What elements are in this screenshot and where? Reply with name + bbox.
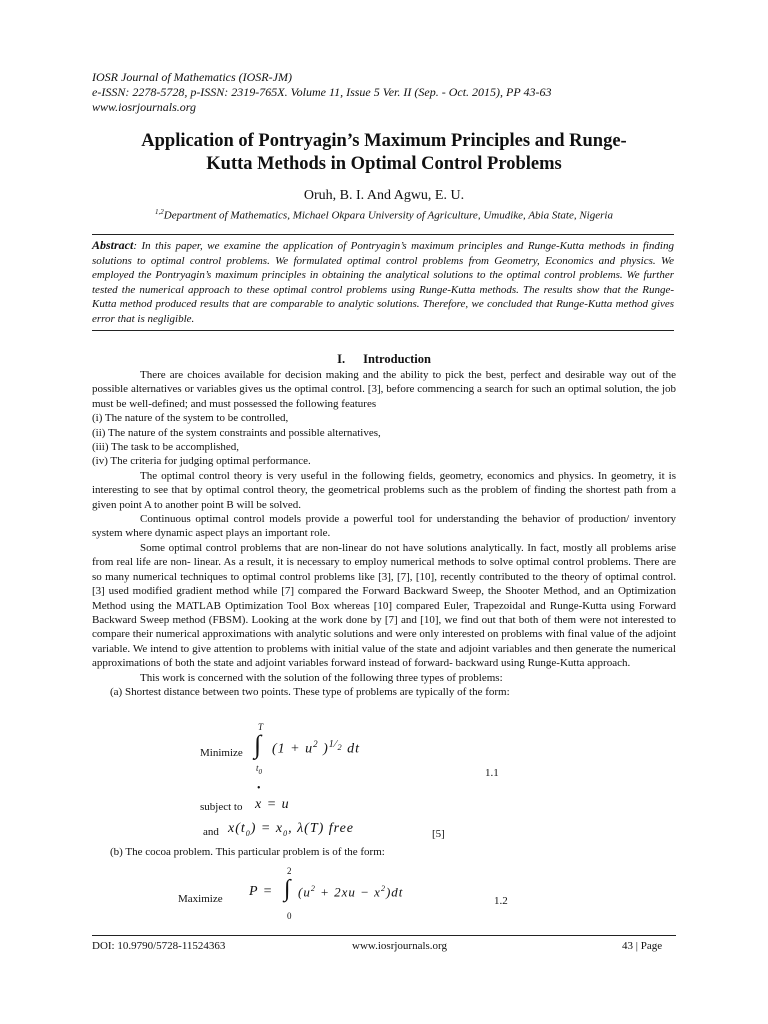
list-item: (ii) The nature of the system constraints and possible alternatives,: [92, 426, 381, 439]
section-heading: [92, 352, 676, 367]
problem-b-wrap: [92, 845, 676, 859]
journal-name: IOSR Journal of Mathematics (IOSR-JM): [92, 70, 292, 84]
affiliation: [92, 208, 676, 222]
journal-issn: e-ISSN: 2278-5728, p-ISSN: 2319-765X. Volume 11, Issue 5 Ver. II (Sep. - Oct. 2015), PP 43-63: [92, 85, 552, 99]
paragraph-2: The optimal control theory is very useful in the following fields, geometry, economics and physics. In geometry, it is interesting to see that by optimal control theory, the geometrical problems such as the problem of finding the shortest path from a given point A to another point B will be solved.: [92, 469, 676, 511]
constraint-expr: x = u: [255, 797, 290, 812]
minimize-label: Minimize: [200, 747, 243, 759]
eq2-integrand: $(u^2 + 2xu - x^2)dt$: [298, 884, 404, 900]
list-item: (i) The nature of the system to be controlled,: [92, 412, 289, 425]
list-item: (iii) The task to be accomplished,: [92, 441, 240, 454]
journal-site[interactable]: www.iosrjournals.org: [92, 100, 197, 114]
boundary-expr: $x(t_0) = x_0$, λ(T) free: [228, 821, 355, 838]
problem-b: (b) The cocoa problem. This particular problem is of the form:: [110, 846, 385, 858]
affiliation-text: Department of Mathematics, Michael Okpara University of Agriculture, Umudike, Abia State, Nigeria: [163, 209, 613, 222]
eq2-lhs: P =: [249, 884, 274, 899]
title-line-1: Application of Pontryagin’s Maximum Principles and Runge-: [141, 131, 627, 151]
section-title: Introduction: [363, 352, 431, 366]
title-line-2: Kutta Methods in Optimal Control Problems: [206, 154, 562, 174]
section-number: I.: [337, 352, 346, 366]
equation-number: 1.2: [494, 895, 508, 907]
footer-doi[interactable]: DOI: 10.9790/5728-11524363: [92, 940, 226, 952]
maximize-label: Maximize: [178, 893, 223, 905]
footer-divider: [92, 935, 676, 936]
integral-sign: ∫: [284, 876, 291, 902]
integral-lower-limit: 0: [287, 911, 292, 921]
integral-lower-limit: $t_0$: [256, 763, 263, 776]
integral-upper-limit: T: [258, 722, 264, 732]
subject-to-label: subject to: [200, 801, 243, 813]
paragraph-3: Continuous optimal control models provide a powerful tool for understanding the behavior of production/ inventory system where dynamic aspect plays an important role.: [92, 513, 676, 540]
paragraph-5: This work is concerned with the solution of the following three types of problems:: [140, 671, 503, 684]
abstract-text: : In this paper, we examine the application of Pontryagin’s maximum principles and Runge-Kutta methods in finding solutions to optimal control problems. We formulated optimal control problems from Geometry, Economics and physics. We employed the Pontryagin’s maximum principles in obtaining the analytical solutions to the optimal control problems. We further tested the numerical approach to these optimal control problems using Runge-Kutta methods. The results show that the Runge-Kutta method produced results that are comparable to analytic solutions. Therefore, we concluded that Runge-Kutta method gives error that is negligible.: [92, 240, 674, 325]
list-item: (iv) The criteria for judging optimal performance.: [92, 455, 311, 468]
affiliation-sup: 1,2: [155, 208, 164, 216]
abstract-label: Abstract: [92, 238, 134, 252]
integral-upper-limit: 2: [287, 866, 292, 876]
footer-site[interactable]: www.iosrjournals.org: [352, 940, 448, 952]
problem-a: (a) Shortest distance between two points. These type of problems are typically of the form:: [110, 685, 510, 698]
integral-sign: ∫: [254, 730, 262, 759]
eq1-integrand: ($1 + u^2$ )$^{1⁄_2}$ dt: [272, 739, 361, 757]
citation: [5]: [432, 828, 445, 840]
footer-page: 43 | Page: [622, 940, 663, 952]
and-label: and: [203, 826, 219, 838]
paragraph-1: There are choices available for decision making and the ability to pick the best, perfect and desirable way out of the possible alternatives or variables gives us the optimal control. [3], before commencing a search for such an optimal solution, the job must be well-defined; and must possessed the following features: [92, 369, 676, 410]
authors: Oruh, B. I. And Agwu, E. U.: [303, 188, 465, 203]
dot-accent: •: [257, 783, 261, 794]
paper-title: [92, 130, 676, 176]
abstract-box: [92, 234, 674, 331]
equation-number: 1.1: [485, 767, 499, 779]
body-text: [92, 368, 676, 699]
paragraph-4: Some optimal control problems that are non-linear do not have solutions analytically. In fact, mostly all problems arise from real life are non- linear. As a result, it is necessary to employ numerical methods to solve optimal control problems. There are so many numerical techniques to optimal control problems like [3], [7], [10], recently contributed to the theory of optimal control. [3] used modified gradient method while [7] compared the Forward Backward Sweep, the Shooter Method, and an Optimization Method using the MATLAB Optimization Tool Box whereas [10] compared Euler, Trapezoidal and Runge-Kutta using Forward Backward Sweep method (FBSM). Looking at the work done by [7] and [10], we find out that both of them were not interested to compare their numerical approximations with analytic solutions and were only interested on problems with final value of the adjoint variable. We intend to give attention to problems with initial value of the state and adjoint variables and then generate the numerical approximations of both the state and adjoint variables forward instead of forward- backward using Runge-Kutta approach.: [92, 541, 676, 670]
